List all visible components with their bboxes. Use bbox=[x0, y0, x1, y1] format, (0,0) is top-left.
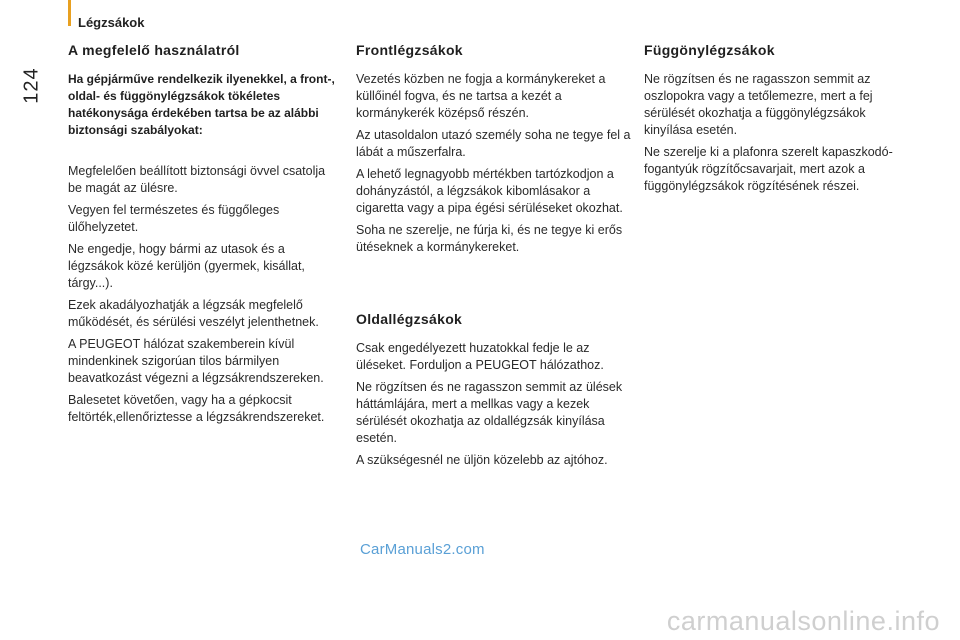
side-airbags-paragraph: Csak engedélyezett huzatokkal fedje le az üléseket. Forduljon a PEUGEOT hálózathoz. bbox=[356, 341, 604, 372]
proper-use-paragraph: Ne engedje, hogy bármi az utasok és a légzsákok közé kerüljön (gyermek, kisállat, tárgy...). bbox=[68, 242, 305, 290]
front-airbags-paragraph: Vezetés közben ne fogja a kormánykereket a küllőinél fogva, és ne tartsa a kezét a kormánykerék középső részén. bbox=[356, 72, 606, 120]
curtain-airbags-paragraph: Ne rögzítsen és ne ragasszon semmit az oszlopokra vagy a tetőlemezre, mert a fej sérülését okozhatja a függönylégzsákok kinyílása esetén. bbox=[644, 72, 873, 137]
front-airbags-paragraph: A lehető legnagyobb mértékben tartózkodjon a dohányzástól, a légzsákok kibomlásakor a cigaretta vagy a pipa égési sérüléseket okozhat. bbox=[356, 167, 623, 215]
front-airbags-title: Frontlégzsákok bbox=[356, 42, 463, 58]
side-airbags-title: Oldallégzsákok bbox=[356, 311, 463, 327]
front-airbags-paragraph: Az utasoldalon utazó személy soha ne tegye fel a lábát a műszerfalra. bbox=[356, 128, 631, 159]
proper-use-paragraph: Ezek akadályozhatják a légzsák megfelelő működését, és sérülési veszélyt jelenthetnek. bbox=[68, 298, 319, 329]
front-airbags-paragraph: Soha ne szerelje, ne fúrja ki, és ne tegye ki erős ütéseknek a kormánykereket. bbox=[356, 223, 623, 254]
proper-use-paragraph: Megfelelően beállított biztonsági övvel csatolja be magát az ülésre. bbox=[68, 164, 326, 195]
section-header: Légzsákok bbox=[78, 15, 145, 30]
column-curtain-airbags bbox=[644, 40, 908, 200]
proper-use-intro: Ha gépjárműve rendelkezik ilyenekkel, a front-, oldal- és függönylégzsákok tökéletes hatékonysága érdekében tartsa be az alábbi biztonsági szabályokat: bbox=[68, 72, 335, 137]
proper-use-title: A megfelelő használatról bbox=[68, 42, 240, 58]
proper-use-paragraph: Vegyen fel természetes és függőleges ülőhelyzetet. bbox=[68, 203, 280, 234]
column-side-airbags bbox=[356, 309, 632, 474]
proper-use-paragraph: Balesetet követően, vagy ha a gépkocsit feltörték,ellenőriztesse a légzsákrendszereket. bbox=[68, 393, 325, 424]
footer-watermark: carmanualsonline.info bbox=[666, 606, 940, 636]
section-accent-bar bbox=[68, 0, 71, 26]
side-airbags-paragraph: A szükségesnél ne üljön közelebb az ajtóhoz. bbox=[356, 453, 608, 467]
carmanuals-watermark-link[interactable]: CarManuals2.com bbox=[360, 541, 485, 558]
column-front-airbags bbox=[356, 40, 632, 261]
page-number: 124 bbox=[20, 67, 43, 104]
column-proper-use bbox=[68, 40, 336, 431]
curtain-airbags-title: Függönylégzsákok bbox=[644, 42, 775, 58]
curtain-airbags-paragraph: Ne szerelje ki a plafonra szerelt kapaszkodó-fogantyúk rögzítőcsavarjait, mert azok a függönylégzsákok rögzítésének részei. bbox=[644, 145, 893, 193]
side-airbags-paragraph: Ne rögzítsen és ne ragasszon semmit az ülések háttámlájára, mert a mellkas vagy a kezek sérülését okozhatja az oldallégzsák kinyílása esetén. bbox=[356, 380, 623, 445]
proper-use-paragraph: A PEUGEOT hálózat szakemberein kívül mindenkinek szigorúan tilos bármilyen beavatkozást végezni a légzsákrendszereken. bbox=[68, 337, 324, 385]
